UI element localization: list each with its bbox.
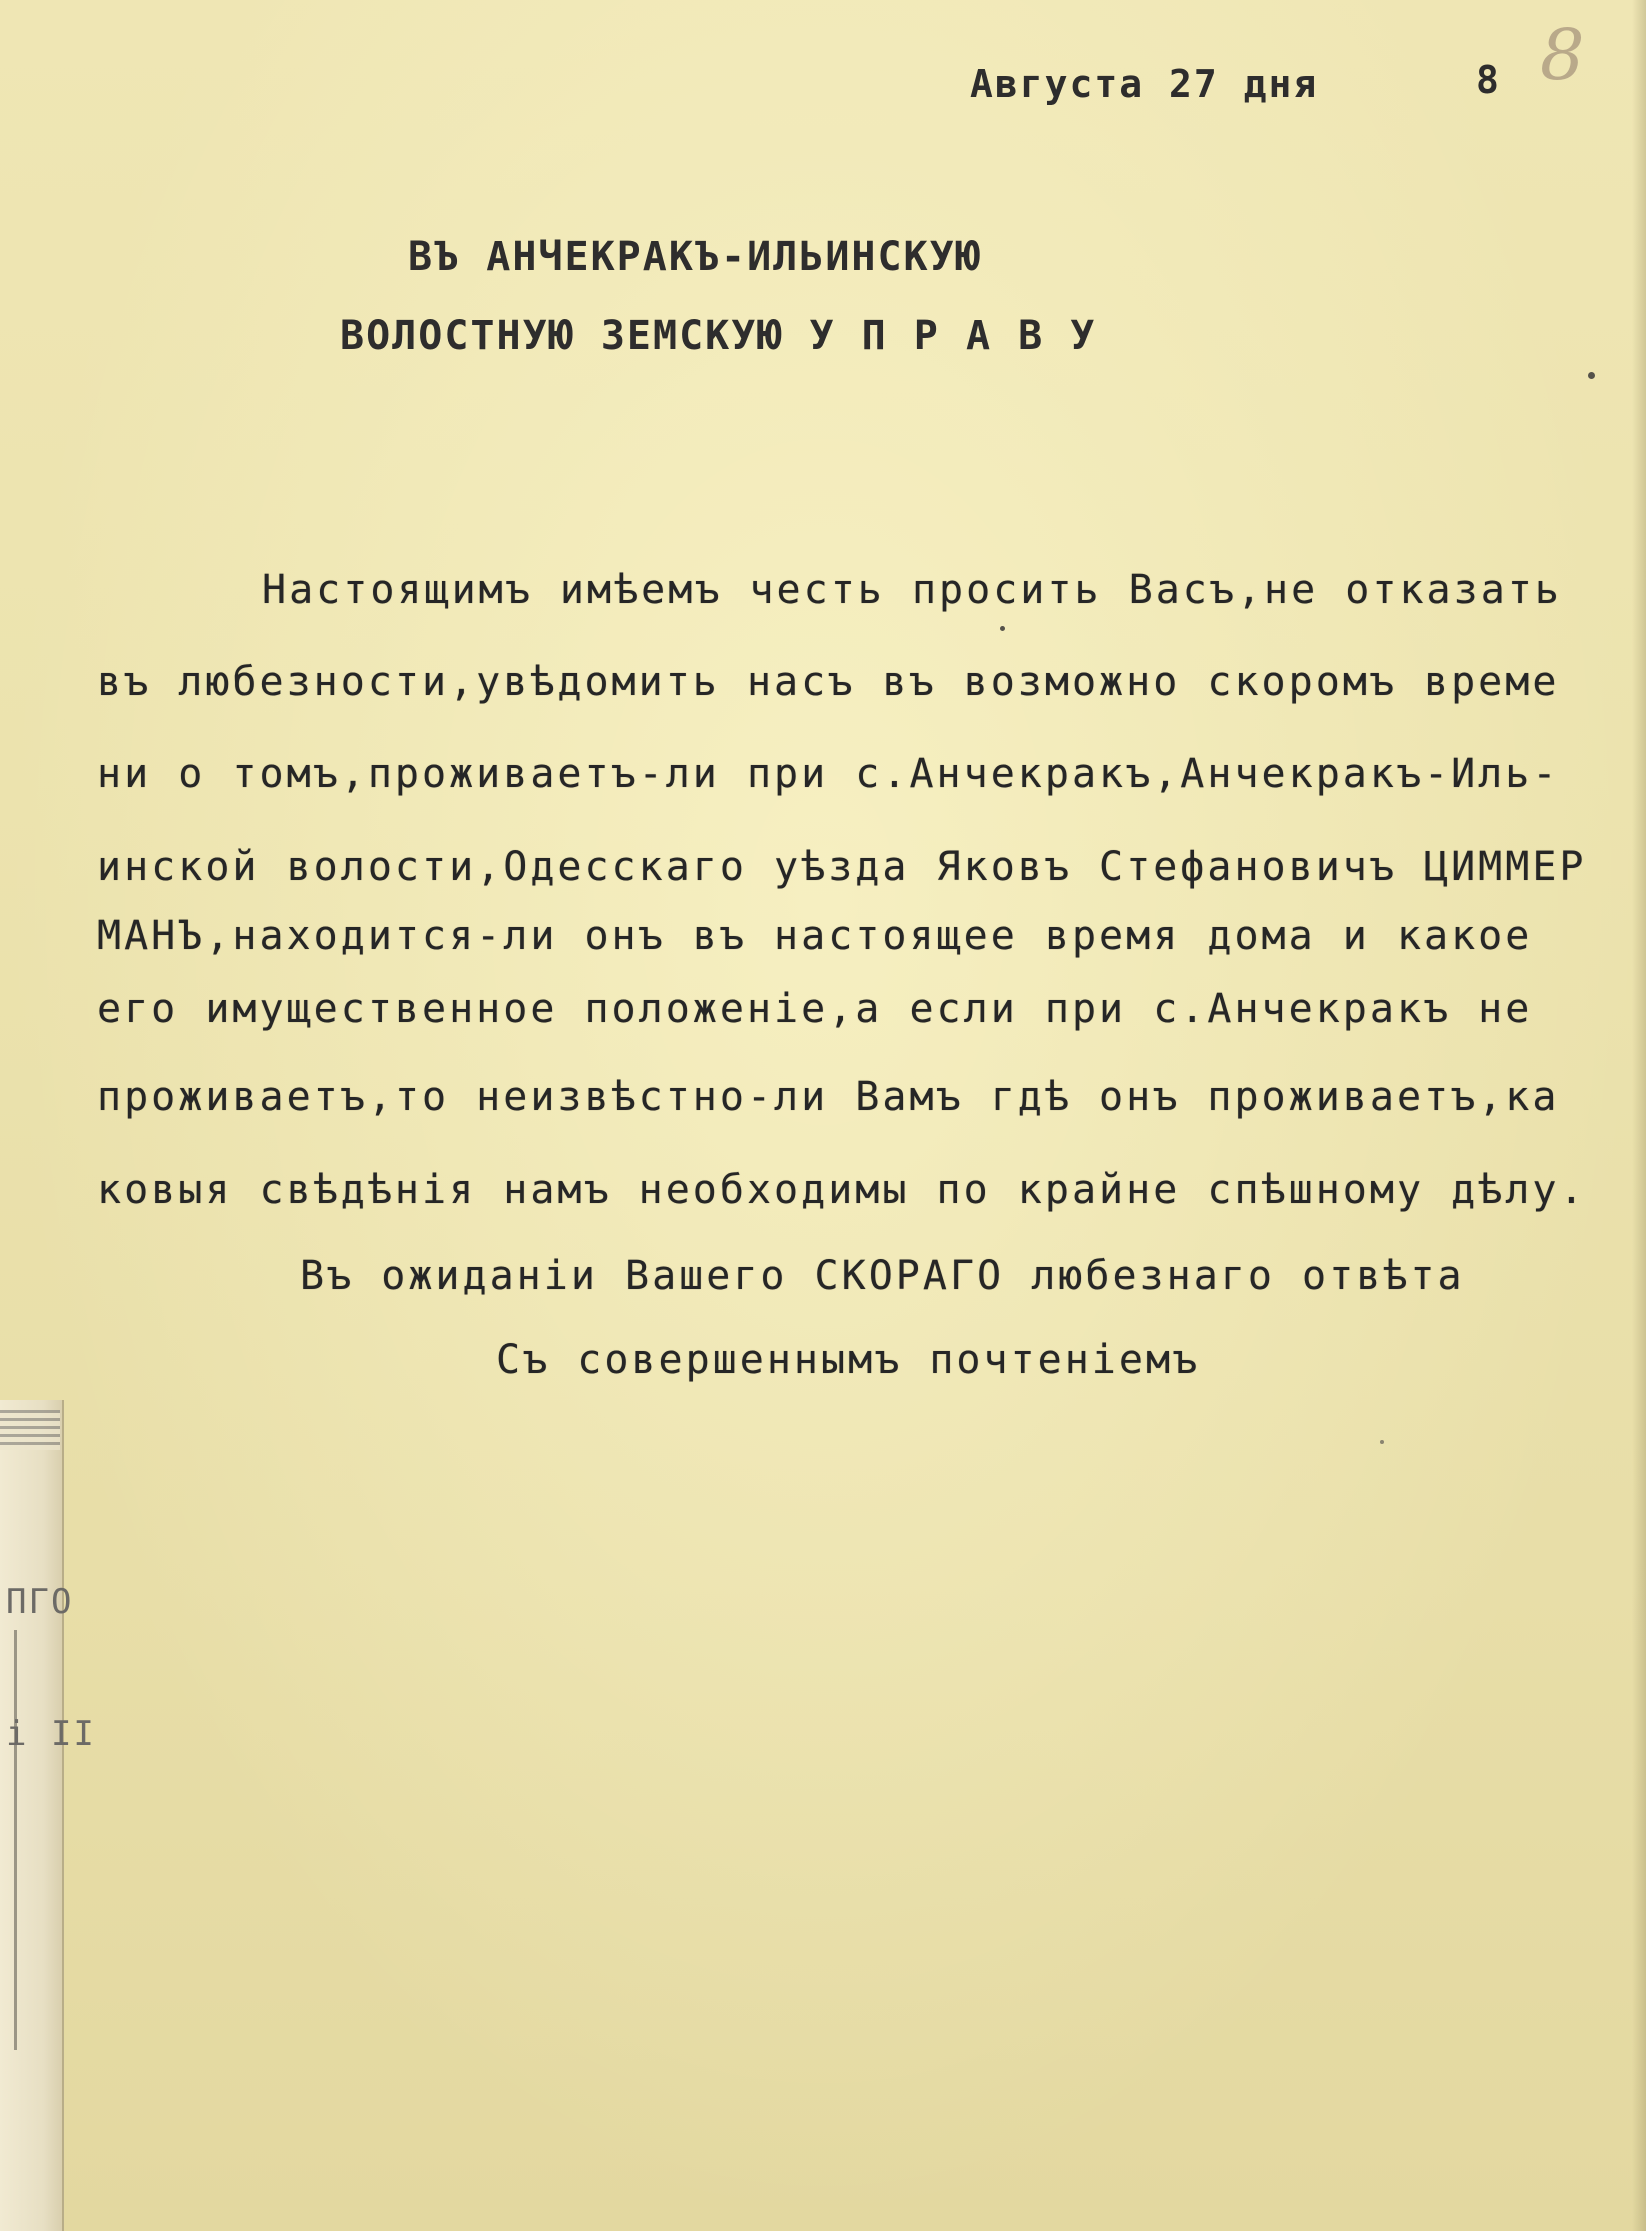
body-line: инской волости,Одесскаго уѣзда Яковъ Стефановичъ ЦИММЕР	[97, 844, 1587, 890]
body-line: проживаетъ,то неизвѣстно-ли Вамъ гдѣ онъ проживаетъ,ка	[97, 1074, 1560, 1120]
body-line: ни о томъ,проживаетъ-ли при с.Анчекракъ,Анчекракъ-Иль-	[97, 751, 1560, 797]
salutation-line: Съ совершеннымъ почтенiемъ	[496, 1337, 1201, 1383]
body-line: Настоящимъ имѣемъ честь просить Васъ,не отказать	[262, 567, 1562, 613]
body-line: его имущественное положенiе,а если при с.Анчекракъ не	[97, 986, 1533, 1032]
addressee-line-2: ВОЛОСТНУЮ ЗЕМСКУЮ У П Р А В У	[340, 313, 1097, 359]
underlying-sheet-print-lines	[0, 1410, 60, 1450]
body-line: МАНЪ,находится-ли онъ въ настоящее время дома и какое	[97, 913, 1533, 959]
ink-speck	[1588, 372, 1595, 379]
page-number: 8	[1476, 58, 1499, 102]
page-edge-shadow	[1632, 0, 1646, 2231]
closing-line: Въ ожиданiи Вашего СКОРАГО любезнаго отвѣта	[300, 1253, 1465, 1299]
handwritten-page-number: 8	[1540, 14, 1585, 96]
ink-speck	[1000, 626, 1005, 631]
date-line: Августа 27 дня	[970, 62, 1319, 106]
body-line: въ любезности,увѣдомить насъ въ возможно скоромъ време	[97, 659, 1560, 705]
ink-speck	[1380, 1440, 1384, 1444]
body-line: ковыя свѣдѣнiя намъ необходимы по крайне спѣшному дѣлу.	[97, 1167, 1587, 1213]
margin-marks: ПГО і ІІ	[6, 1582, 96, 1754]
underlying-sheet-edge	[0, 1400, 64, 2231]
addressee-line-1: ВЪ АНЧЕКРАКЪ-ИЛЬИНСКУЮ	[408, 234, 982, 280]
